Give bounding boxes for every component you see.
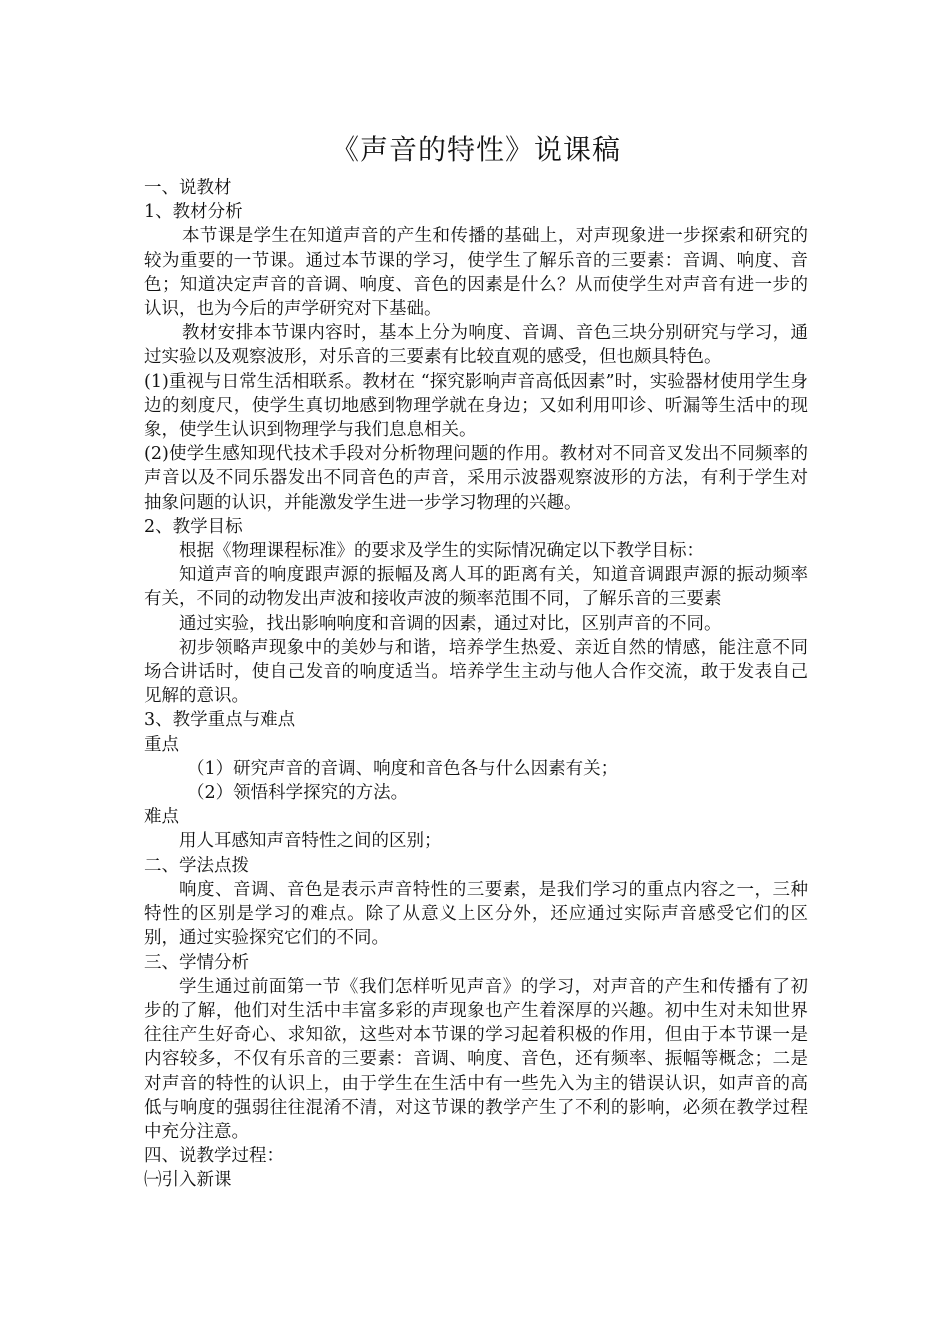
paragraph-goals-intro: 根据《物理课程标准》的要求及学生的实际情况确定以下教学目标： [179,541,704,562]
section-heading-teaching-process: 四、说教学过程： [144,1146,284,1167]
paragraph-goal-process: 通过实验，找出影响响度和音调的因素，通过对比，区别声音的不同。 [179,613,722,634]
paragraph-textbook-analysis-1: 本节课是学生在知道声音的产生和传播的基础上，对声现象进一步探索和研究的较为重要的一节课。通过本节课的学习，使学生了解乐音的三要素：音调、响度、音色；知道决定声音的音调、响度、音色的因素是什么？从而使学生对声音有进一步的认识，也为今后的声学研究对下基础。 [144,226,808,320]
key-point-2: （2）领悟科学探究的方法。 [187,783,409,804]
paragraph-learning-methods: 响度、音调、音色是表示声音特性的三要素，是我们学习的重点内容之一，三种特性的区别是学习的难点。除了从意义上区分外，还应通过实际声音感受它们的区别，通过实验探究它们的不同。 [144,879,808,949]
section-heading-learning-methods: 二、学法点拨 [144,855,249,876]
label-difficult-points: 难点 [144,807,179,828]
paragraph-goal-emotion: 初步领略声现象中的美妙与和谐，培养学生热爱、亲近自然的情感，能注意不同场合讲话时，使自己发音的响度适当。培养学生主动与他人合作交流，敢于发表自己见解的意识。 [144,637,808,707]
paragraph-textbook-analysis-2: 教材安排本节课内容时，基本上分为响度、音调、音色三块分别研究与学习，通过实验以及观察波形，对乐音的三要素有比较直观的感受，但也颇具特色。 [144,323,808,368]
document-page [144,130,808,1193]
paragraph-feature-1: (1)重视与日常生活相联系。教材在 “探究影响声音高低因素”时，实验器材使用学生身边的刻度尺，使学生真切地感到物理学就在身边；又如利用叩诊、听漏等生活中的现象，使学生认识到物理学与我们息息相关。 [144,371,808,441]
subheading-key-difficult-points: 3、教学重点与难点 [144,710,296,731]
key-point-1: （1）研究声音的音调、响度和音色各与什么因素有关； [187,758,619,779]
paragraph-goal-knowledge: 知道声音的响度跟声源的振幅及离人耳的距离有关，知道音调跟声源的振动频率有关，不同的动物发出声波和接收声波的频率范围不同，了解乐音的三要素 [144,565,808,610]
subheading-textbook-analysis: 1、教材分析 [144,202,243,223]
subheading-introduction: ㈠引入新课 [144,1170,232,1191]
section-heading-student-analysis: 三、学情分析 [144,952,249,973]
document-title: 《声音的特性》说课稿 [330,133,621,166]
section-heading-textbook: 一、说教材 [144,178,232,198]
paragraph-feature-2: (2)使学生感知现代技术手段对分析物理问题的作用。教材对不同音叉发出不同频率的声音以及不同乐器发出不同音色的声音，采用示波器观察波形的方法，有利于学生对抽象问题的认识，并能激发学生进一步学习物理的兴趣。 [144,444,808,513]
paragraph-student-analysis: 学生通过前面第一节《我们怎样听见声音》的学习，对声音的产生和传播有了初步的了解，他们对生活中丰富多彩的声现象也产生着深厚的兴趣。初中生对未知世界往往产生好奇心、求知欲，这些对本节课的学习起着积极的作用，但由于本节课一是内容较多，不仅有乐音的三要素：音调、响度、音色，还有频率、振幅等概念；二是对声音的特性的认识上，由于学生在生活中有一些先入为主的错误认识，如声音的高低与响度的强弱往往混淆不清，对这节课的教学产生了不利的影响，必须在教学过程中充分注意。 [144,976,808,1142]
subheading-teaching-goals: 2、教学目标 [144,516,243,537]
difficult-point-1: 用人耳感知声音特性之间的区别； [179,831,442,852]
label-key-points: 重点 [144,734,179,755]
